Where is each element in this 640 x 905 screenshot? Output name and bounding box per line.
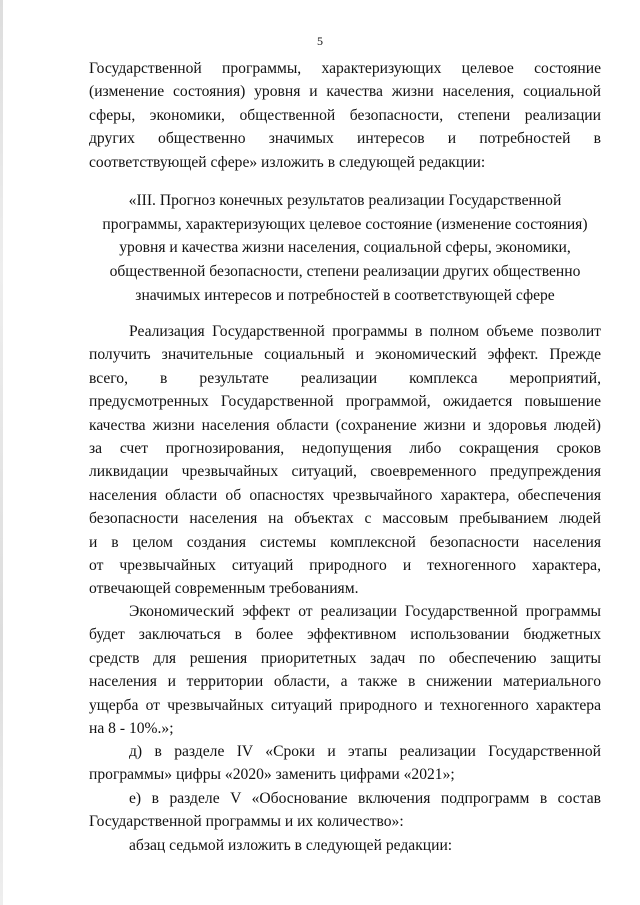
text-line: отвечающей современным требованиям. xyxy=(89,580,359,598)
text-line: безопасности населения на объектах с массовым пребыванием людей xyxy=(89,510,601,528)
text-line: получить значительные социальный и экономический эффект. Прежде xyxy=(89,346,601,364)
section-heading xyxy=(89,189,601,307)
text-line: соответствующей сфере» изложить в следующей редакции: xyxy=(89,153,486,171)
text-line: и в целом создания системы комплексной безопасности населения xyxy=(89,533,601,551)
intro-paragraph xyxy=(89,57,601,174)
text-line: будет заключаться в более эффективном использовании бюджетных xyxy=(89,626,601,644)
text-line: д) в разделе IV «Сроки и этапы реализации Государственной xyxy=(129,743,601,760)
text-line: качества жизни населения области (сохранение жизни и здоровья людей) xyxy=(89,416,601,434)
text-line: от чрезвычайных ситуаций природного и техногенного характера, xyxy=(89,556,601,574)
text-line: на 8 - 10%.»; xyxy=(89,719,174,737)
text-line: Экономический эффект от реализации Государственной программы xyxy=(129,603,601,620)
text-line: средств для решения приоритетных задач по обеспечению защиты xyxy=(89,649,601,667)
text-line: программы» цифры «2020» заменить цифрами «2021»; xyxy=(89,766,455,784)
text-line: всего, в результате реализации комплекса мероприятий, xyxy=(89,369,601,387)
item-d xyxy=(89,740,601,787)
paragraph-economic-effect xyxy=(89,600,601,740)
text-line: Реализация Государственной программы в полном объеме позволит xyxy=(129,323,601,340)
text-line: сферы, экономики, общественной безопасности, степени реализации xyxy=(89,106,601,124)
paragraph-realization xyxy=(89,320,601,601)
heading-line: общественной безопасности, степени реализации других общественно xyxy=(109,263,581,281)
closing-paragraph xyxy=(89,834,601,857)
heading-line: программы, характеризующих целевое состояние (изменение состояния) xyxy=(102,215,588,233)
text-line: абзац седьмой изложить в следующей редакции: xyxy=(129,837,453,854)
scan-edge xyxy=(0,0,3,905)
heading-line: значимых интересов и потребностей в соответствующей сфере xyxy=(135,286,555,304)
text-line: других общественно значимых интересов и потребностей в xyxy=(89,130,601,148)
text-line: е) в разделе V «Обоснование включения подпрограмм в состав xyxy=(129,790,601,807)
text-line: (изменение состояния) уровня и качества жизни населения, социальной xyxy=(89,83,601,101)
page-number: 5 xyxy=(317,34,323,48)
text-line: ущерба от чрезвычайных ситуаций природного и техногенного характера xyxy=(89,696,601,714)
heading-line: уровня и качества жизни населения, социальной сферы, экономики, xyxy=(119,239,571,257)
text-line: за счет прогнозирования, недопущения либо сокращения сроков xyxy=(89,439,601,457)
text-line: Государственной программы и их количество»: xyxy=(89,813,404,831)
text-line: ликвидации чрезвычайных ситуаций, своевременного предупреждения xyxy=(89,463,601,481)
text-line: Государственной программы, характеризующих целевое состояние xyxy=(89,60,601,77)
item-e xyxy=(89,787,601,834)
heading-line: «III. Прогноз конечных результатов реализации Государственной xyxy=(128,192,562,209)
text-line: населения области об опасностях чрезвычайного характера, обеспечения xyxy=(89,486,601,504)
text-line: населения и территории области, а также в снижении материального xyxy=(89,673,601,691)
text-line: предусмотренных Государственной программой, ожидается повышение xyxy=(89,393,601,411)
